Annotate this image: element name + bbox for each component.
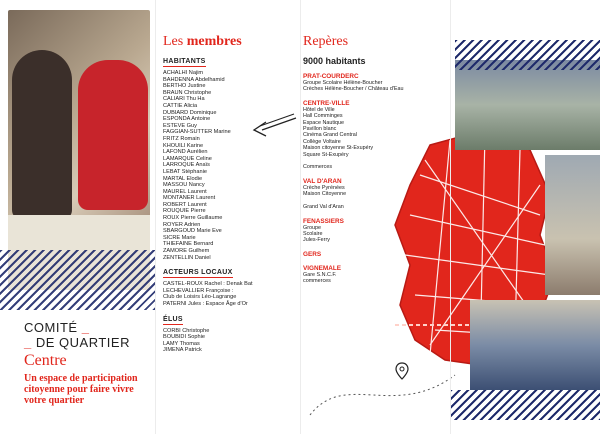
quartier-heading: PRAT-COURDERC bbox=[303, 73, 359, 80]
habitants-item: LAMARQUE Celine bbox=[163, 155, 212, 162]
quartier-line: Square St-Exupéry bbox=[303, 151, 349, 158]
members-panel bbox=[163, 0, 298, 434]
left-panel bbox=[0, 0, 155, 434]
habitants-item: MASSOU Nancy bbox=[163, 182, 205, 189]
habitants-count: 9000 habitants bbox=[303, 56, 366, 66]
acteurs-label: ACTEURS LOCAUX bbox=[163, 269, 233, 277]
habitants-item: ROYER Adrien bbox=[163, 221, 201, 228]
quartier-name: Centre bbox=[24, 352, 67, 369]
acteurs-item: CASTEL-ROUX Rachel : Denak Bat bbox=[163, 281, 253, 288]
habitants-item: ROUX Pierre Guillaume bbox=[163, 215, 223, 222]
quartier-line: Hall Comminges bbox=[303, 113, 343, 120]
habitants-item: DUBIARD Dominique bbox=[163, 109, 217, 116]
quartier-line: Crèche Pyrénées bbox=[303, 184, 345, 191]
title-line-1: COMITÉ _ bbox=[24, 320, 90, 335]
habitants-item: FRITZ Romain bbox=[163, 135, 200, 142]
title-block bbox=[24, 320, 149, 406]
habitants-item: SBARGOUD Marie Eve bbox=[163, 228, 222, 235]
fold-line-2 bbox=[300, 0, 301, 434]
decorative-stripes-bottom bbox=[450, 390, 600, 420]
quartier-line: Cinéma Grand Central bbox=[303, 132, 357, 139]
photo-event-middle bbox=[545, 155, 600, 295]
habitants-item: ROBERT Laurent bbox=[163, 201, 207, 208]
photo-event-bottom bbox=[470, 300, 600, 390]
quartier-line: Espace Nautique bbox=[303, 119, 345, 126]
habitants-item: ROUQUIE Pierre bbox=[163, 208, 206, 215]
reperes-heading: Repères bbox=[303, 34, 349, 49]
quartier-heading: GERS bbox=[303, 250, 322, 258]
habitants-item: SICRE Marie bbox=[163, 234, 196, 241]
quartier-heading: CENTRE-VILLE bbox=[303, 99, 350, 107]
elus-item: BOUBIDI Sophie bbox=[163, 334, 205, 341]
acteurs-item: PATERNI Jules : Espace Âge d'Or bbox=[163, 301, 248, 307]
quartier-line: Commerces bbox=[303, 164, 333, 171]
habitants-item: LAFOND Aurélien bbox=[163, 149, 208, 156]
dotted-path-decoration bbox=[305, 360, 465, 420]
map-pin-icon bbox=[395, 362, 409, 380]
quartier-line: Jules-Ferry bbox=[303, 237, 330, 244]
photo-person-right bbox=[78, 60, 148, 210]
habitants-item: ZENTELLIN Daniel bbox=[163, 254, 211, 261]
habitants-item: ACHALHI Najim bbox=[163, 70, 204, 76]
decorative-stripes bbox=[0, 250, 155, 310]
quartier-heading: VAL D'ARAN bbox=[303, 177, 342, 185]
elus-item: CORBI Christophe bbox=[163, 327, 210, 334]
habitants-item: ESTEVE Guy bbox=[163, 122, 197, 129]
photo-event-top bbox=[455, 60, 600, 150]
quartier-line: Crèches Hélène-Boucher / Château d'Eau bbox=[303, 86, 404, 93]
quartier-heading: VIGNEMALE bbox=[303, 264, 341, 272]
decorative-stripes-top bbox=[455, 40, 600, 70]
quartier-line: Maison citoyenne St-Exupéry bbox=[303, 145, 374, 152]
quartier-line: Pavillon blanc bbox=[303, 126, 337, 133]
quartier-line: Groupe bbox=[303, 224, 321, 231]
acteurs-item: Club de Loisirs Léo-Lagrange bbox=[163, 294, 237, 301]
acteurs-item: LECHEVALLIER Françoise : bbox=[163, 287, 234, 294]
fold-line-1 bbox=[155, 0, 156, 434]
habitants-item: MARTAL Elodie bbox=[163, 175, 203, 182]
acteurs-list bbox=[163, 281, 298, 307]
photo-person-left bbox=[12, 50, 72, 220]
habitants-item: BERTHO Justine bbox=[163, 83, 206, 90]
cover-photo bbox=[8, 10, 150, 290]
habitants-item: MAUREL Laurent bbox=[163, 188, 207, 195]
habitants-list bbox=[163, 70, 298, 261]
habitants-item: BRAUN Christophe bbox=[163, 89, 212, 96]
quartier-line: Groupe Scolaire Hélène-Boucher bbox=[303, 80, 383, 86]
elus-item: LAMY Thomas bbox=[163, 340, 200, 347]
quartier-line: Scolaire bbox=[303, 230, 323, 237]
habitants-item: LARROQUE Anaïs bbox=[163, 162, 210, 169]
elus-list bbox=[163, 328, 298, 354]
habitants-item: FAGGIAN-SUTTER Marine bbox=[163, 129, 231, 136]
habitants-item: ESPONDA Antoine bbox=[163, 116, 211, 123]
quartier-line: Maison Citoyenne bbox=[303, 191, 347, 198]
quartier-line: Grand Val d'Aran bbox=[303, 204, 344, 211]
elus-label: ÉLUS bbox=[163, 315, 183, 323]
habitants-item: KHOUILI Karine bbox=[163, 142, 204, 149]
elus-item: JIMENA Patrick bbox=[163, 347, 202, 354]
fold-line-3 bbox=[450, 0, 451, 434]
habitants-label: HABITANTS bbox=[163, 58, 206, 65]
habitants-item: ZAMORE Guilhem bbox=[163, 248, 210, 255]
quartier-line: Hôtel de Ville bbox=[303, 106, 335, 113]
habitants-item: LEBAT Stéphanie bbox=[163, 168, 207, 175]
title-line-2: _ DE QUARTIER bbox=[24, 335, 130, 350]
hand-drawn-arrow-icon bbox=[248, 110, 298, 138]
tagline: Un espace de participation citoyenne pour faire vivre votre quartier bbox=[24, 373, 138, 406]
members-heading: Les membres bbox=[163, 34, 242, 49]
habitants-item: MONTANER Laurent bbox=[163, 195, 216, 202]
habitants-item: BAHDENNA Abdelhamid bbox=[163, 76, 225, 83]
habitants-item: CALIARI Thu Ha bbox=[163, 96, 205, 103]
quartier-heading: FENASSIERS bbox=[303, 217, 344, 225]
quartier-line: Collège Voltaire bbox=[303, 138, 341, 145]
habitants-item: CATTIE Alicia bbox=[163, 102, 198, 109]
quartier-line: commerces bbox=[303, 278, 331, 285]
habitants-item: THIEFAINE Bernard bbox=[163, 241, 214, 248]
quartier-line: Gare S.N.C.F. bbox=[303, 271, 337, 278]
